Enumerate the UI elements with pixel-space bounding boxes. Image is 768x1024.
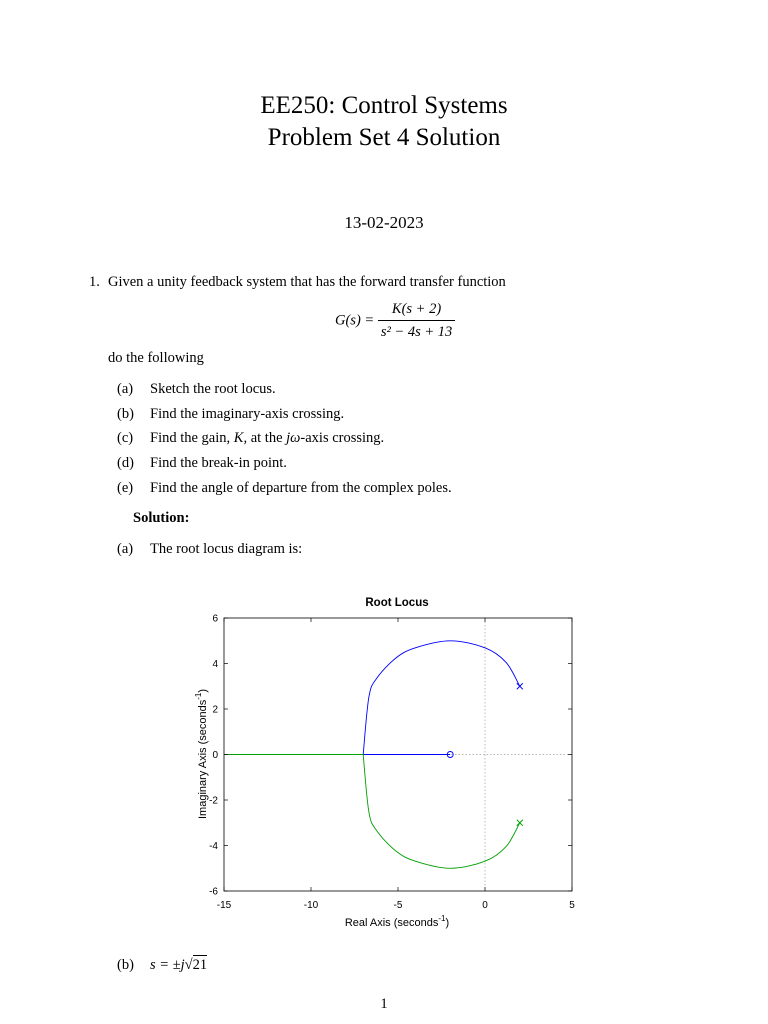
sqrt-radicand: 21 xyxy=(192,957,208,973)
part-text: Find the break-in point. xyxy=(150,455,287,471)
y-tick-label: -2 xyxy=(209,795,218,807)
y-tick-label: -4 xyxy=(209,841,218,852)
equation-denominator: s² − 4s + 13 xyxy=(380,324,453,340)
solution-a xyxy=(117,540,302,558)
x-tick-label: -5 xyxy=(393,900,403,911)
doc-date: 13-02-2023 xyxy=(344,213,424,232)
part-label: (c) xyxy=(117,430,134,446)
locus-branch-2 xyxy=(224,755,520,869)
part-text: Sketch the root locus. xyxy=(150,381,276,397)
part-text: Find the gain, xyxy=(150,430,234,446)
list-item xyxy=(117,405,344,423)
problem-number: 1. xyxy=(89,274,100,290)
part-label: (a) xyxy=(117,541,134,557)
list-item xyxy=(117,429,384,447)
list-item xyxy=(117,380,276,398)
math-k: K xyxy=(233,430,244,446)
part-text: Find the imaginary-axis crossing. xyxy=(150,406,345,422)
locus-branch-1 xyxy=(363,641,520,755)
solution-heading: Solution: xyxy=(133,510,190,526)
doc-title-line1: EE250: Control Systems xyxy=(260,92,508,119)
part-label: (b) xyxy=(117,957,134,973)
doc-title-line2: Problem Set 4 Solution xyxy=(267,124,501,151)
equation-lhs: G(s) = xyxy=(335,312,375,329)
equation-fraction xyxy=(378,300,455,341)
page-number: 1 xyxy=(380,996,388,1012)
problem-followup: do the following xyxy=(108,350,204,366)
x-axis-label: Real Axis (seconds$^{-1}$) xyxy=(344,914,450,929)
chart-title: Root Locus xyxy=(365,597,429,609)
x-tick-label: -15 xyxy=(216,900,232,911)
y-tick-label: 4 xyxy=(212,659,218,670)
root-locus-chart xyxy=(180,585,600,935)
part-label: (d) xyxy=(117,455,134,471)
part-label: (b) xyxy=(117,406,134,422)
pole-marker xyxy=(517,820,523,826)
answer-lhs: s = ±j xyxy=(150,957,185,973)
y-tick-label: 2 xyxy=(212,704,218,716)
list-item xyxy=(117,479,452,497)
part-text: , at the xyxy=(243,430,287,446)
y-tick-label: 6 xyxy=(212,613,218,625)
part-label: (e) xyxy=(117,480,134,496)
math-jw: jω xyxy=(286,430,301,446)
problem-intro: Given a unity feedback system that has the forward transfer function xyxy=(108,274,506,290)
x-tick-label: 0 xyxy=(482,900,488,911)
part-text: Find the angle of departure from the complex poles. xyxy=(150,480,452,496)
x-tick-label: 5 xyxy=(569,900,575,911)
sqrt-symbol: √ xyxy=(184,957,193,973)
x-tick-label: -10 xyxy=(303,900,319,911)
transfer-function-equation xyxy=(335,300,455,341)
part-text: The root locus diagram is: xyxy=(150,541,303,557)
pole-marker xyxy=(517,683,523,689)
y-axis-label: Imaginary Axis (seconds$^{-1}$) xyxy=(194,688,209,820)
part-text: -axis crossing. xyxy=(300,430,385,446)
part-label: (a) xyxy=(117,381,134,397)
y-tick-label: 0 xyxy=(212,750,218,761)
solution-b xyxy=(117,956,207,974)
equation-numerator: K(s + 2) xyxy=(378,300,455,321)
list-item xyxy=(117,454,287,472)
y-tick-label: -6 xyxy=(209,886,218,898)
